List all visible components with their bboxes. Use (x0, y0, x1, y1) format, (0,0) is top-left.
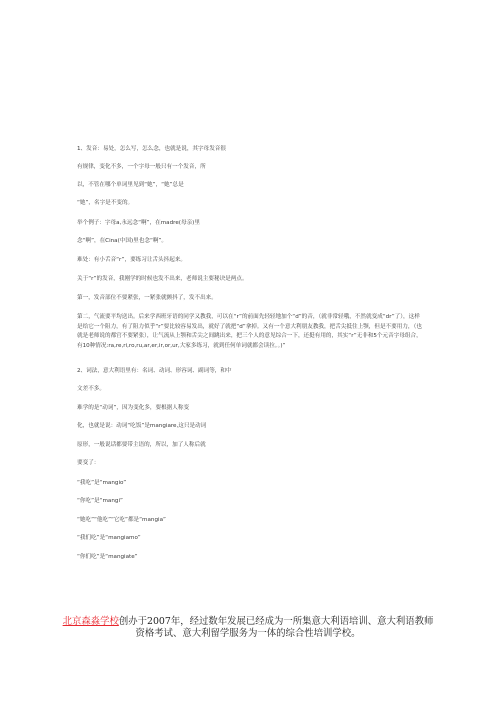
paragraph-pronunciation: 1、发音：易处，怎么写，怎么念，也就是说，其字母发音很 (77, 146, 226, 152)
paragraph-line: 化，也就是说：动词“吃饭”是mangiare,这只是动词 (77, 423, 207, 429)
school-link[interactable]: 北京森淼学校 (62, 616, 119, 627)
paragraph-line: 念“啊”，在Cina(中国)里也念“啊”。 (77, 238, 167, 244)
footer-line-2: 资格考试、意大利留学服务为一体的综合性培训学校。 (135, 628, 361, 639)
paragraph-line: 原形，一般说话都要带主语的，所以，加了人称后就 (77, 442, 206, 448)
conjugation-voi: “你们吃”是“mangiate” (77, 554, 138, 560)
footer-line-1 (0, 616, 496, 628)
paragraph-difficulty: 难处：有小舌音“r”，要练习让舌头抖起来。 (77, 257, 187, 263)
page-footer (0, 616, 496, 640)
paragraph-example: 举个例子：字母a,永远念“啊”，在madre(母亲)里 (77, 220, 200, 226)
paragraph-line: 以，不管在哪个单词里见到“她”，“她”总是 (77, 182, 184, 188)
paragraph-first-tip: 第一，发音部位不要紧张，一紧张就颤抖了，发不出来。 (77, 295, 217, 301)
conjugation-tu: “你吃”是“mangi” (77, 498, 123, 504)
paragraph-line: 文差不多。 (77, 386, 105, 392)
conjugation-io: “我吃”是“mangio” (77, 480, 127, 486)
paragraph-line: 有规律，变化不多，一个字母一般只有一个发音，所 (77, 164, 206, 170)
paragraph-second-tip: 第二，气流要平均送出。后来学西班牙语的同学又教我，可以在“r”的前面先轻轻地加个“d”的音，（就非常轻哦，不然就变成“dr”了），这样是给它一个阻力，有了阻力似乎“r”要比较容易发出，就好了就把“d”拿掉。又有一个意大利朋友教我，把舌尖抵住上颚，但是不要用力，（也就是老师说的都官不要紧张），让气流从上颚和舌尖之间跳出来，把三个人的意见综合一下，还挺有用的，其实“r”无非和5个元音字母组合，有10种情况:ra,re,ri,ro,ru,ar,er,ir,or,ur,大家多练习，就到任何单词就都会读拉。。)” (77, 314, 422, 349)
paragraph-line: 要变了： (77, 460, 100, 466)
paragraph-r-sound: 关于“r”的发音，我刚学的时候也发不出来，老师说主要秘诀是两点。 (77, 276, 248, 282)
paragraph-line: “她”，名字是不变的。 (77, 200, 134, 206)
conjugation-noi: “我们吃”是“mangiamo” (77, 535, 141, 541)
paragraph-verbs: 难学的是“动词”，因为变化多，要根据人称变 (77, 405, 190, 411)
conjugation-lui: “她吃”“他吃”“它吃”都是“mangia” (77, 517, 166, 523)
footer-text: 创办于2007年，经过数年发展已经成为一所集意大利语培训、意大利语教师 (118, 616, 434, 627)
paragraph-morphology: 2、词法，意大利语里有：名词、动词、形容词、副词等，和中 (77, 368, 232, 374)
